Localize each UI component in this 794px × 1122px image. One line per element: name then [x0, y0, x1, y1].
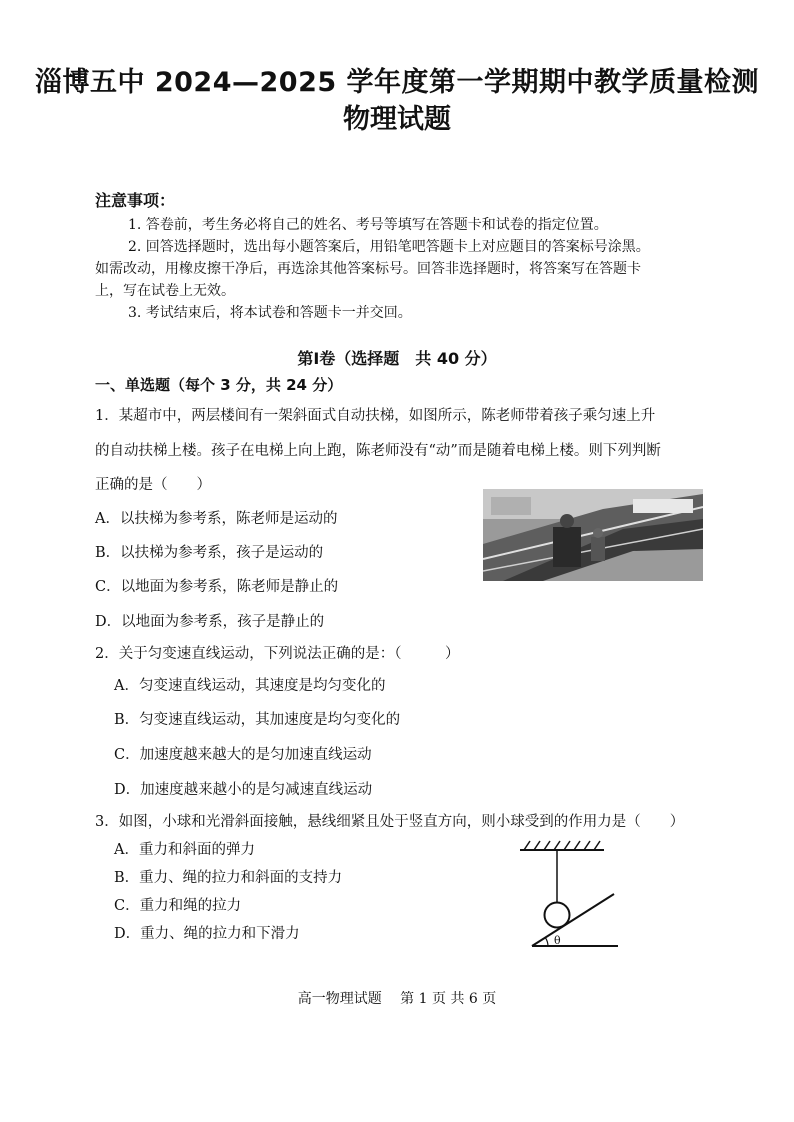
- incline-diagram: [514, 838, 624, 950]
- q1-option-d: D．以地面为参考系，孩子是静止的: [95, 614, 325, 630]
- q1-option-c: C．以地面为参考系，陈老师是静止的: [95, 579, 339, 595]
- angle-arc: [546, 938, 549, 946]
- q1-option-a: A．以扶梯为参考系，陈老师是运动的: [95, 511, 338, 527]
- q2-option-c: C．加速度越来越大的是匀加速直线运动: [114, 747, 372, 763]
- incline: [532, 894, 614, 946]
- part-title: 一、单选题（每个 3 分，共 24 分）: [95, 376, 343, 394]
- q1-stem-line-2: 的自动扶梯上楼。孩子在电梯上向上跑，陈老师没有“动”而是随着电梯上楼。则下列判断: [95, 443, 661, 459]
- exam-subtitle: 物理试题: [343, 104, 451, 135]
- q2-option-b: B．匀变速直线运动，其加速度是均匀变化的: [114, 712, 401, 728]
- angle-label: θ: [554, 934, 561, 947]
- escalator-photo: [483, 489, 703, 581]
- note-line-1: 1. 答卷前，考生务必将自己的姓名、考号等填写在答题卡和试卷的指定位置。: [128, 217, 608, 233]
- note-line-5: 3. 考试结束后，将本试卷和答题卡一并交回。: [128, 305, 412, 321]
- q2-option-a: A．匀变速直线运动，其速度是均匀变化的: [114, 678, 386, 694]
- ceiling-support: [520, 841, 604, 850]
- q3-option-c: C．重力和绳的拉力: [114, 898, 242, 914]
- q2-option-d: D．加速度越来越小的是匀减速直线运动: [114, 782, 373, 798]
- q3-option-a: A．重力和斜面的弹力: [114, 842, 255, 858]
- note-line-2: 2. 回答选择题时，选出每小题答案后，用铅笔吧答题卡上对应题目的答案标号涂黑。: [128, 239, 650, 255]
- q3-option-d: D．重力、绳的拉力和下滑力: [114, 926, 300, 942]
- exam-title: 淄博五中 2024—2025 学年度第一学期期中教学质量检测: [34, 67, 760, 98]
- q1-stem-line-1: 1．某超市中，两层楼间有一架斜面式自动扶梯，如图所示，陈老师带着孩子乘匀速上升: [95, 408, 656, 424]
- q2-stem: 2．关于匀变速直线运动，下列说法正确的是：（ ）: [95, 646, 460, 662]
- q1-option-b: B．以扶梯为参考系，孩子是运动的: [95, 545, 324, 561]
- q1-stem-line-3: 正确的是（ ）: [95, 477, 211, 493]
- section-title: 第Ⅰ卷（选择题 共 40 分）: [297, 349, 497, 368]
- notes-heading: 注意事项：: [95, 191, 176, 210]
- page-footer: 高一物理试题 第 1 页 共 6 页: [297, 991, 497, 1007]
- q3-option-b: B．重力、绳的拉力和斜面的支持力: [114, 870, 343, 886]
- q3-stem: 3．如图，小球和光滑斜面接触，悬线细紧且处于竖直方向，则小球受到的作用力是（ ）: [95, 814, 685, 830]
- note-line-4: 上，写在试卷上无效。: [95, 283, 235, 299]
- note-line-3: 如需改动，用橡皮擦干净后，再选涂其他答案标号。回答非选择题时，将答案写在答题卡: [95, 261, 641, 277]
